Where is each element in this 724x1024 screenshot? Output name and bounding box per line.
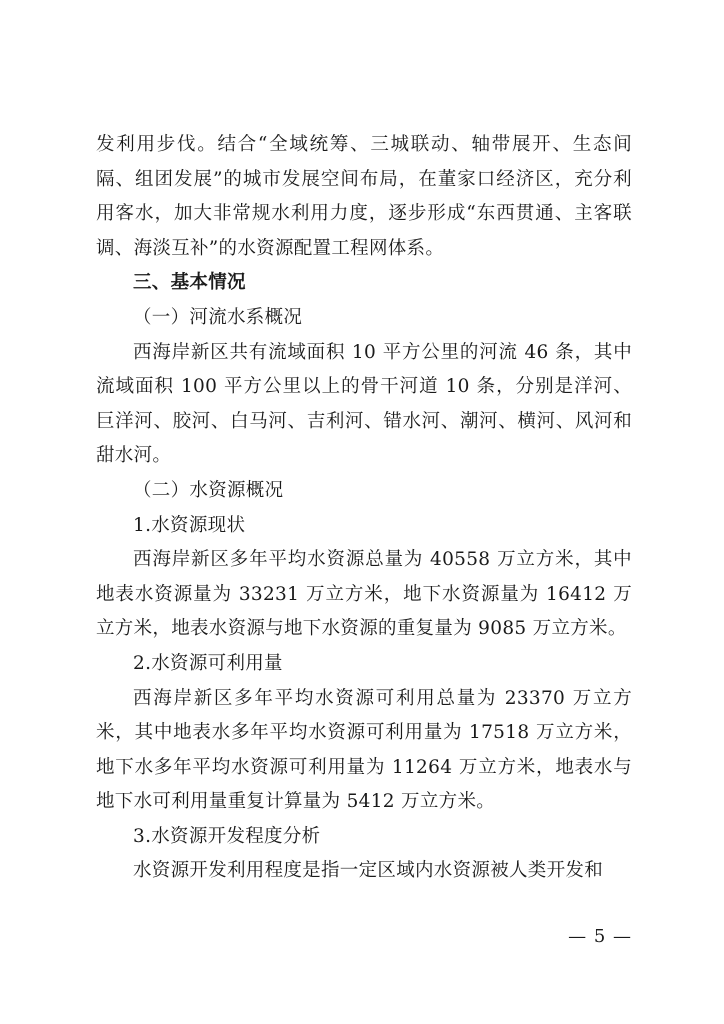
item-heading-development-degree: 3.水资源开发程度分析 <box>133 825 321 847</box>
paragraph-development-degree: 水资源开发利用程度是指一定区域内水资源被人类开发和 <box>133 860 604 882</box>
paragraph-river-system: 西海岸新区共有流域面积 10 平方公里的河流 46 条，其中流域面积 100 平方公里以上的骨干河道 10 条，分别是洋河、巨洋河、胶河、白马河、吉利河、错水河、潮河、横河、风河和甜水河。 <box>96 341 632 467</box>
paragraph-usable-amount: 西海岸新区多年平均水资源可利用总量为 23370 万立方米，其中地表水多年平均水资源可利用量为 17518 万立方米，地下水多年平均水资源可利用量为 11264 万立方米，地表水与地下水可利用量重复计算量为 5412 万立方米。 <box>96 687 632 813</box>
section-heading-basic-situation: 三、基本情况 <box>133 272 246 294</box>
item-heading-usable-amount: 2.水资源可利用量 <box>133 652 283 674</box>
paragraph-current-status: 西海岸新区多年平均水资源总量为 40558 万立方米，其中地表水资源量为 33231 万立方米，地下水资源量为 16412 万立方米，地表水资源与地下水资源的重复量为 9085 万立方米。 <box>96 549 632 640</box>
paragraph-continuation: 发利用步伐。结合“全域统筹、三城联动、轴带展开、生态间隔、组团发展”的城市发展空间布局，在董家口经济区，充分利用客水，加大非常规水利用力度，逐步形成“东西贯通、主客联调、海淡互补”的水资源配置工程网体系。 <box>96 134 632 259</box>
page-number: — 5 — <box>568 926 632 947</box>
subsection-heading-water-resources: （二）水资源概况 <box>133 479 284 501</box>
item-heading-current-status: 1.水资源现状 <box>133 514 246 536</box>
subsection-heading-river-system: （一）河流水系概况 <box>133 306 303 328</box>
document-body <box>96 128 632 889</box>
